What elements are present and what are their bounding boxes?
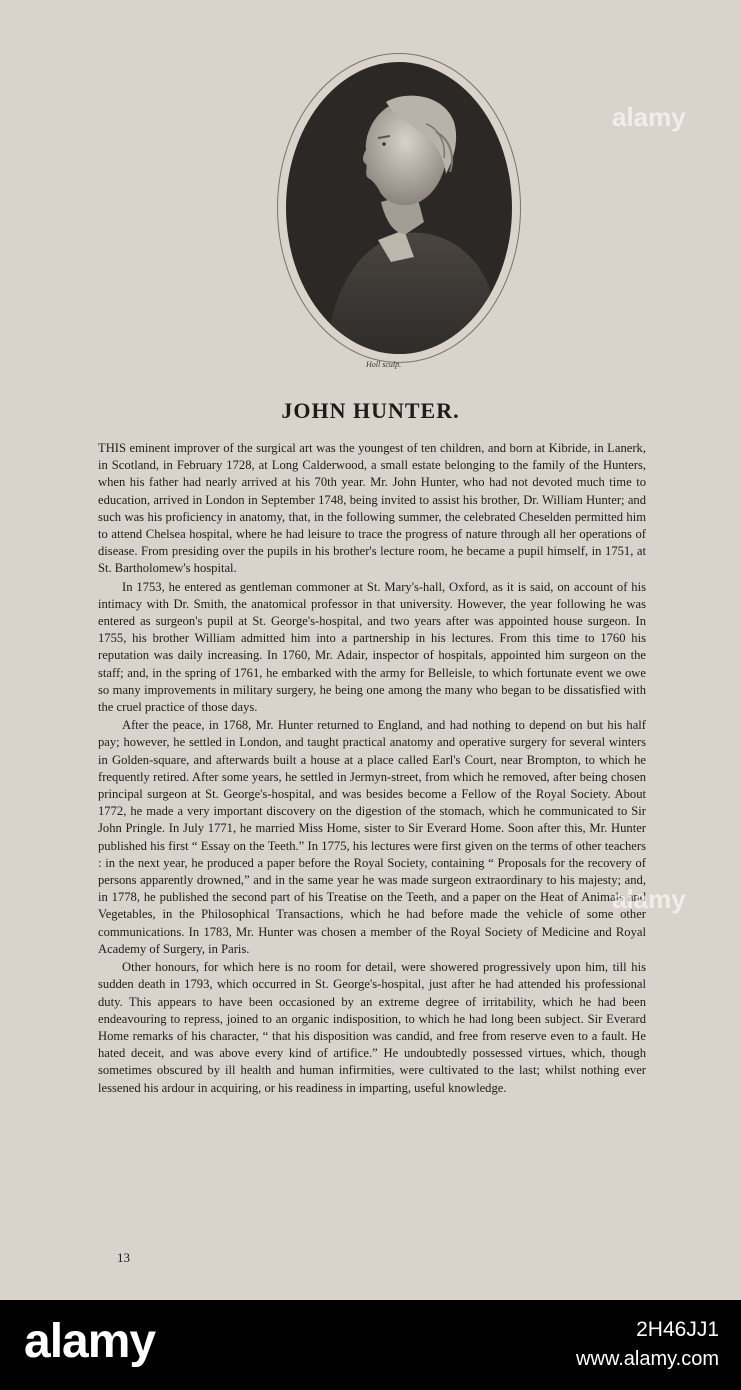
image-id: 2H46JJ1 [636,1318,719,1341]
portrait-frame [277,53,521,363]
watermark-logo: alamy [612,102,686,132]
site-url: www.alamy.com [576,1348,719,1370]
paragraph: In 1753, he entered as gentleman commoner at St. Mary's-hall, Oxford, as it is said, on account of his intimacy with Dr. Smith, the anatomical professor in that university. However, the year following he was entered as surgeon's pupil at St. George's-hospital, and two years after was appointed house surgeon. In 1755, his brother William admitted him into a partnership in his lectures. From this time to 1760 his reputation was daily increasing. In 1760, Mr. Adair, inspector of hospitals, appointed him surgeon on the staff; and, in the spring of 1761, he embarked with the army for Belleisle, to which fortunate event we owe so many improvements in military surgery, he being one among the many who began to be dissatisfied with the cruel practice of those days. [98,579,646,715]
image-reference [576,1318,719,1371]
engraver-credit: Holl sculp. [366,360,402,369]
alamy-logo: alamy [24,1315,156,1368]
portrait-engraving [286,62,512,354]
paragraph: THIS eminent improver of the surgical art was the youngest of ten children, and born at Kibride, in Lanerk, in Scotland, in February 1728, at Long Calderwood, a small estate belonging to the family of the Hunters, when his father had nearly arrived at his 70th year. Mr. John Hunter, who had not devoted much time to education, arrived in London in September 1748, being invited to assist his brother, Dr. William Hunter; and such was his proficiency in anatomy, that, in the following summer, the celebrated Cheselden permitted him to attend Chelsea hospital, where he had leisure to trace the progress of nature through all her operations of disease. From presiding over the pupils in his brother's lecture room, he became a pupil himself, in 1751, at St. Bartholomew's hospital. [98,441,646,576]
portrait-figure-icon [286,62,512,354]
watermark-logo: alamy [612,884,686,914]
page-number: 13 [117,1250,130,1265]
biography-text [98,440,646,1098]
stock-footer-bar [0,1300,741,1390]
paragraph: Other honours, for which here is no room for detail, were showered progressively upon him, till his sudden death in 1793, which occurred in St. George's-hospital, just after he had attended his professional duty. This appears to have been occasioned by an extreme degree of irritability, which he had been endeavouring to repress, joined to an organic indisposition, to which he had long been subject. Sir Everard Home remarks of his character, “ that his disposition was candid, and free from reserve even to a fault. He hated deceit, and was above every kind of artifice.” He undoubtedly possessed virtues, which, though sometimes obscured by ill health and human infirmities, were cultivated to the last; whilst nothing ever lessened his ardour in acquiring, or his readiness in imparting, useful knowledge. [98,960,646,1095]
paragraph: After the peace, in 1768, Mr. Hunter returned to England, and had nothing to depend on but his half pay; however, he settled in London, and taught practical anatomy and operative surgery for several winters in Golden-square, and afterwards built a house at a place called Earl's Court, near Brompton, to which he frequently retired. After some years, he settled in Jermyn-street, from which he removed, after being chosen principal surgeon at St. George's-hospital, and was besides become a Fellow of the Royal Society. About 1772, he made a very important discovery on the digestion of the stomach, which he communicated to Sir John Pringle. In July 1771, he married Miss Home, sister to Sir Everard Home. Soon after this, Mr. Hunter published his first “ Essay on the Teeth.” In 1775, his lectures were first given on the terms of other teachers : in the next year, he produced a paper before the Royal Society, containing “ Proposals for the recovery of persons apparently drowned,” and in the same year he was made surgeon extraordinary to his majesty; and, in 1778, he published the second part of his Treatise on the Teeth, and a paper on the Heat of Animals and Vegetables, in the Philosophical Transactions, which he had before made the vehicle of some other communications. In 1783, Mr. Hunter was chosen a member of the Royal Society of Medicine and Royal Academy of Surgery, in Paris. [98,718,646,956]
page-title: JOHN HUNTER. [281,398,460,423]
